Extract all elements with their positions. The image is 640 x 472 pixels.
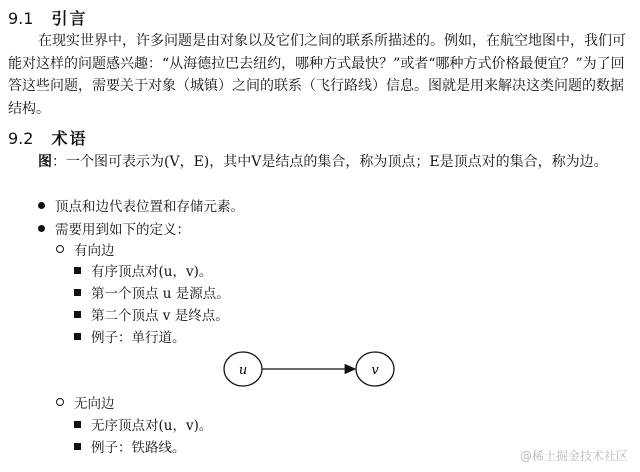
hollow-circle-bullet-icon (56, 398, 64, 406)
list-item (74, 262, 212, 282)
sub-bullet-directed (56, 241, 115, 261)
section-heading-terminology (8, 126, 87, 149)
section-number: 9.2 (8, 129, 34, 148)
list-item-text: 无序顶点对(u，v)。 (91, 418, 213, 434)
bullet-item (38, 197, 244, 217)
bullet-text: 顶点和边代表位置和存储元素。 (55, 199, 244, 215)
section-title: 术语 (51, 129, 88, 148)
list-item-text: 例子：单行道。 (91, 330, 186, 346)
section-number: 9.1 (8, 9, 34, 28)
definition-term: 图 (38, 154, 52, 170)
sub-bullet-undirected (56, 394, 115, 414)
section-heading-intro (8, 6, 87, 29)
intro-paragraph (8, 30, 632, 120)
list-item (74, 416, 212, 436)
intro-paragraph-text: 在现实世界中，许多问题是由对象以及它们之间的联系所描述的。例如，在航空地图中，我们可能对这样的问题感兴趣：“从海德拉巴去纽约，哪种方式最快？”或者“哪种方式价格最便宜？”为了回答这些问题，需要关于对象（城镇）之间的联系（飞行路线）信息。图就是用来解决这类问题的数据结构。 (8, 33, 626, 117)
bullet-text: 需要用到如下的定义： (55, 222, 190, 238)
list-item-text: 例子：铁路线。 (91, 440, 186, 456)
list-item-text: 第一个顶点 u 是源点。 (91, 286, 230, 302)
filled-circle-bullet-icon (38, 202, 45, 209)
watermark: @稀土掘金技术社区 (519, 449, 628, 463)
graph-definition (8, 151, 632, 174)
list-item (74, 306, 229, 326)
sub-bullet-label: 无向边 (74, 396, 115, 412)
directed-edge-diagram (220, 346, 420, 392)
square-bullet-icon (74, 443, 81, 450)
vertex-label-target: v (371, 363, 379, 378)
vertex-label-source: u (238, 363, 248, 378)
list-item-text: 第二个顶点 v 是终点。 (91, 308, 229, 324)
square-bullet-icon (74, 289, 81, 296)
bullet-item (38, 220, 190, 240)
list-item (74, 438, 186, 458)
list-item-text: 有序顶点对(u，v)。 (91, 264, 213, 280)
sub-bullet-label: 有向边 (74, 243, 115, 259)
square-bullet-icon (74, 421, 81, 428)
definition-body: ：一个图可表示为(V，E)，其中V是结点的集合，称为顶点；E是顶点对的集合，称为边。 (52, 154, 608, 170)
square-bullet-icon (74, 333, 81, 340)
section-title: 引言 (51, 9, 88, 28)
square-bullet-icon (74, 267, 81, 274)
filled-circle-bullet-icon (38, 225, 45, 232)
list-item (74, 328, 186, 348)
list-item (74, 284, 230, 304)
square-bullet-icon (74, 311, 81, 318)
hollow-circle-bullet-icon (56, 245, 64, 253)
